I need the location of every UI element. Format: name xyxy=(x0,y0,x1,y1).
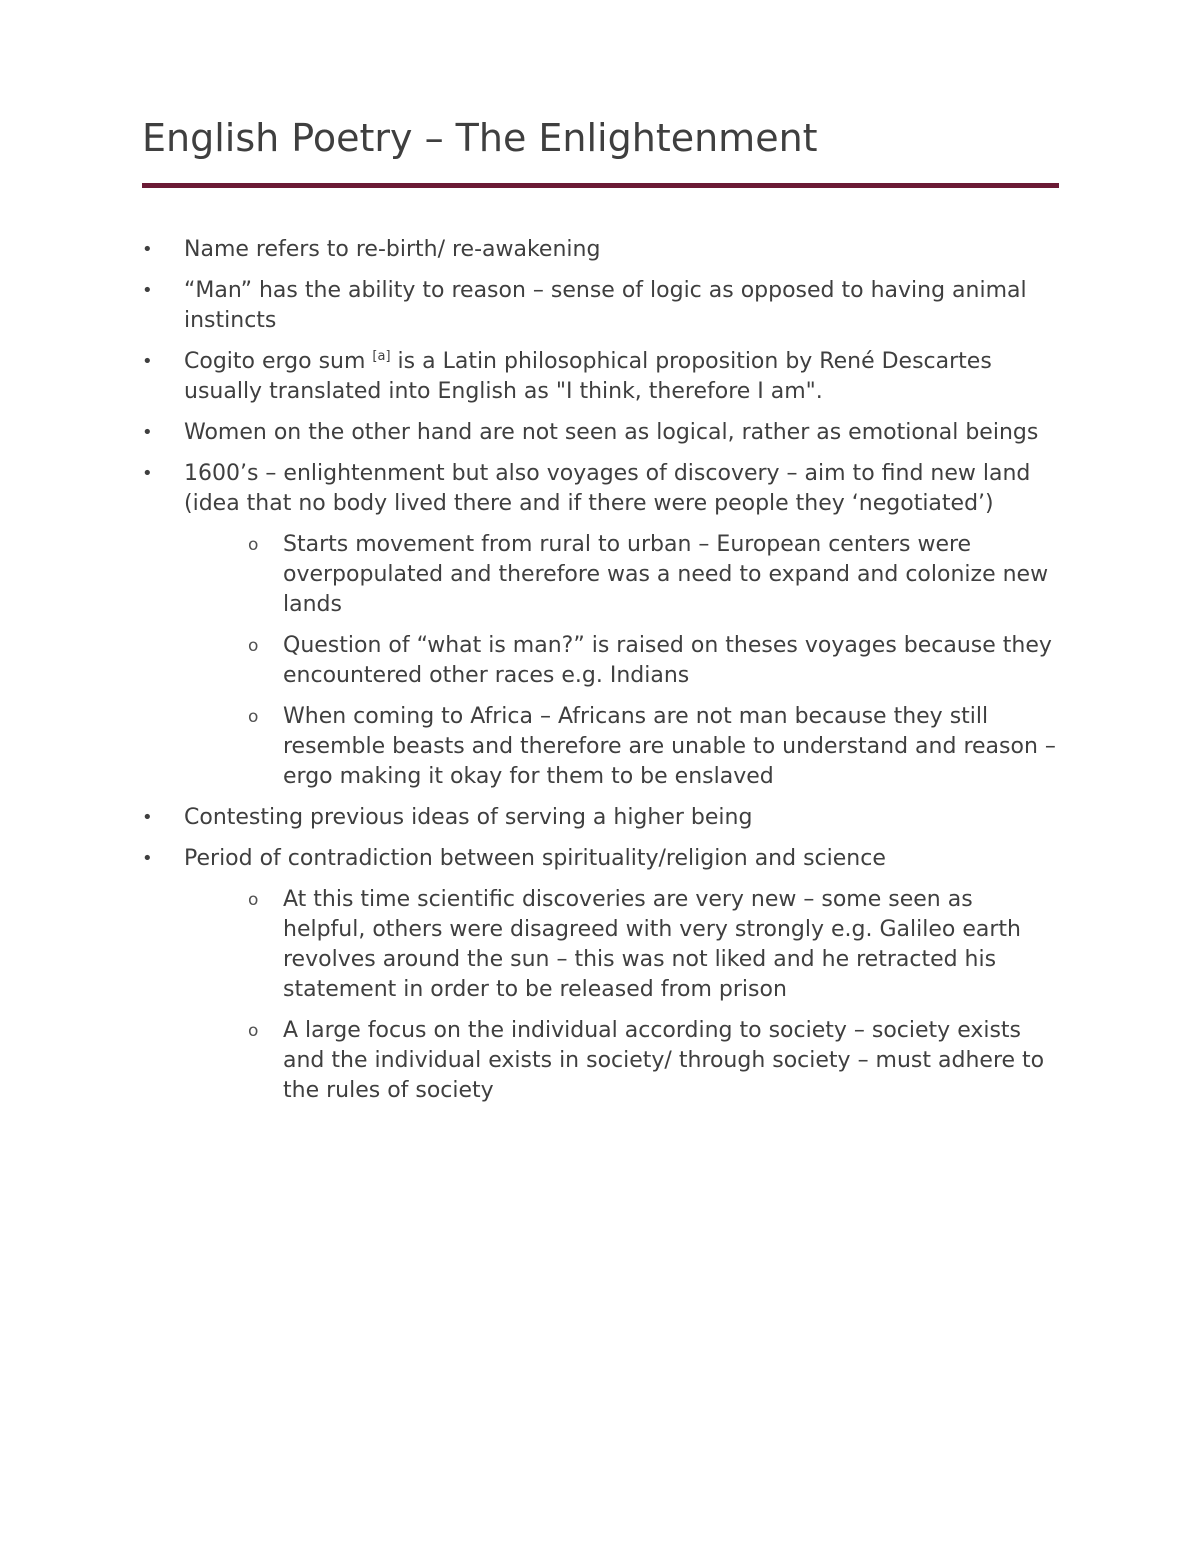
bullet-list xyxy=(142,235,1062,1117)
sub-list-item xyxy=(142,702,1062,792)
bullet-icon: • xyxy=(142,280,153,301)
list-item-text: “Man” has the ability to reason – sense of logic as opposed to having animal instincts xyxy=(184,278,1027,333)
list-item xyxy=(142,418,1062,448)
list-item-text: Name refers to re-birth/ re-awakening xyxy=(184,237,601,262)
list-item-text: At this time scientific discoveries are very new – some seen as helpful, others were disagreed with very strongly e.g. Galileo earth revolves around the sun – this was not liked and he retracted his statement in order to be released from prison xyxy=(283,887,1021,1002)
list-item-text-end: is a Latin philosophical proposition by René Descartes usually translated into English as "I think, therefore I am". xyxy=(184,349,992,404)
bullet-icon: • xyxy=(142,807,153,828)
bullet-icon: • xyxy=(142,239,153,260)
list-item xyxy=(142,347,1062,407)
sub-list-item xyxy=(142,530,1062,620)
list-item-text: Contesting previous ideas of serving a higher being xyxy=(184,805,753,830)
bullet-icon: • xyxy=(142,848,153,869)
list-item xyxy=(142,803,1062,833)
circle-bullet-icon: o xyxy=(248,535,259,555)
list-item-text: Starts movement from rural to urban – European centers were overpopulated and therefore was a need to expand and colonize new lands xyxy=(283,532,1049,617)
footnote-reference[interactable]: [a] xyxy=(372,349,391,364)
list-item-text: A large focus on the individual according to society – society exists and the individual exists in society/ through society – must adhere to the rules of society xyxy=(283,1018,1045,1103)
circle-bullet-icon: o xyxy=(248,890,259,910)
bullet-icon: • xyxy=(142,463,153,484)
list-item-text-start: Cogito ergo sum xyxy=(184,349,373,374)
list-item xyxy=(142,235,1062,265)
bullet-icon: • xyxy=(142,351,153,372)
list-item-text: 1600’s – enlightenment but also voyages of discovery – aim to find new land (idea that no body lived there and if there were people they ‘negotiated’) xyxy=(184,461,1031,516)
circle-bullet-icon: o xyxy=(248,1021,259,1041)
document-title: English Poetry – The Enlightenment xyxy=(142,116,818,160)
sub-list-item xyxy=(142,1016,1062,1106)
list-item-text: Women on the other hand are not seen as logical, rather as emotional beings xyxy=(184,420,1039,445)
sub-list-item xyxy=(142,631,1062,691)
circle-bullet-icon: o xyxy=(248,707,259,727)
list-item xyxy=(142,844,1062,874)
list-item-text: Period of contradiction between spirituality/religion and science xyxy=(184,846,886,871)
list-item-text: Question of “what is man?” is raised on theses voyages because they encountered other races e.g. Indians xyxy=(283,633,1052,688)
list-item-text: When coming to Africa – Africans are not man because they still resemble beasts and therefore are unable to understand and reason – ergo making it okay for them to be enslaved xyxy=(283,704,1056,789)
list-item xyxy=(142,276,1062,336)
list-item xyxy=(142,459,1062,519)
sub-list-item xyxy=(142,885,1062,1005)
title-underline-rule xyxy=(142,183,1059,188)
bullet-icon: • xyxy=(142,422,153,443)
circle-bullet-icon: o xyxy=(248,636,259,656)
